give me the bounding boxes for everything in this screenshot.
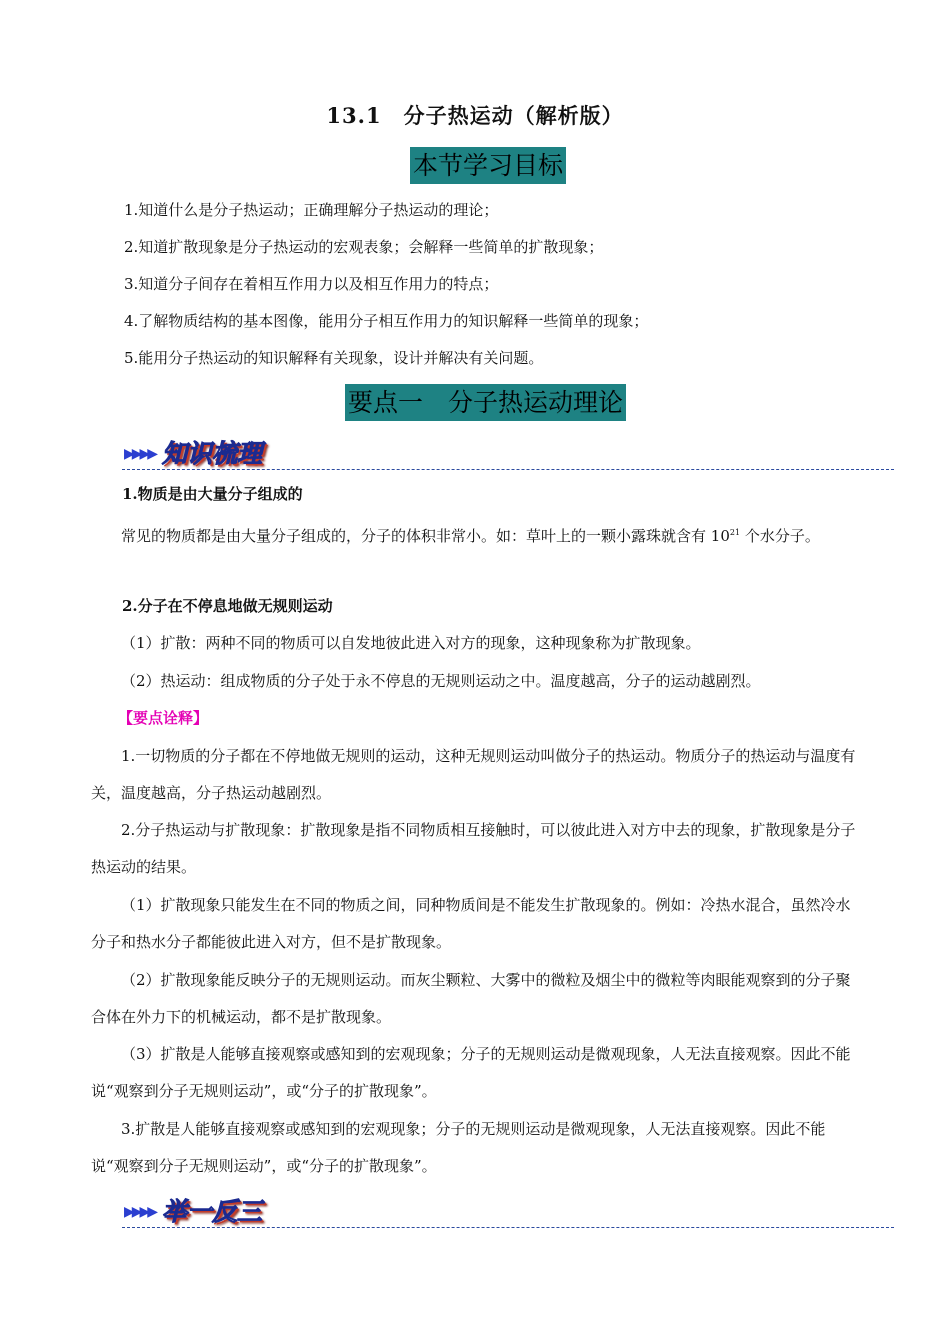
dashed-divider [122,469,894,470]
triple-arrow-icon: ▶▶▶▶ [124,1204,156,1220]
paragraph [91,514,861,555]
ribbon-label: 举一反三 [162,1197,263,1226]
dashed-divider [122,1227,894,1228]
goal-item: 1.知道什么是分子热运动；正确理解分子热运动的理论； [124,201,499,219]
learning-goals-list [124,200,864,385]
paragraph: 3.扩散是人能够直接观察或感知到的宏观现象；分子的无规则运动是微观现象，人无法直接观察。因此不能说“观察到分子无规则运动”，或“分子的扩散现象”。 [91,1120,826,1175]
paragraph: （2）扩散现象能反映分子的无规则运动。而灰尘颗粒、大雾中的微粒及烟尘中的微粒等肉眼能观察到的分子聚合体在外力下的机械运动，都不是扩散现象。 [91,971,851,1026]
paragraph-text: 常见的物质都是由大量分子组成的，分子的体积非常小。如：草叶上的一颗小露珠就含有 10 [121,527,730,545]
triple-arrow-icon: ▶▶▶▶ [124,446,156,462]
goals-banner: 本节学习目标 [410,147,566,184]
paragraph: （2）热运动：组成物质的分子处于永不停息的无规则运动之中。温度越高，分子的运动越剧烈。 [121,672,761,690]
knowledge-review-ribbon [122,434,894,470]
heading-2: 2.分子在不停息地做无规则运动 [122,597,333,615]
goal-item: 3.知道分子间存在着相互作用力以及相互作用力的特点； [124,275,499,293]
paragraph: 1.一切物质的分子都在不停地做无规则的运动，这种无规则运动叫做分子的热运动。物质分子的热运动与温度有关，温度越高，分子热运动越剧烈。 [91,747,856,802]
goal-item: 2.知道扩散现象是分子热运动的宏观表象；会解释一些简单的扩散现象； [124,238,604,256]
goal-item: 4.了解物质结构的基本图像，能用分子相互作用力的知识解释一些简单的现象； [124,312,649,330]
paragraph: （3）扩散是人能够直接观察或感知到的宏观现象；分子的无规则运动是微观现象，人无法直接观察。因此不能说“观察到分子无规则运动”，或“分子的扩散现象”。 [91,1045,851,1100]
paragraph: （1）扩散：两种不同的物质可以自发地彼此进入对方的现象，这种现象称为扩散现象。 [121,634,701,652]
paragraph: （1）扩散现象只能发生在不同的物质之间，同种物质间是不能发生扩散现象的。例如：冷热水混合，虽然冷水分子和热水分子都能彼此进入对方，但不是扩散现象。 [91,896,851,951]
exponent: 21 [729,528,741,537]
ribbon-label: 知识梳理 [162,439,263,468]
examples-ribbon [122,1192,894,1228]
page-title: 13.1 分子热运动（解析版） [326,103,624,128]
note-label: 【要点诠释】 [118,709,209,727]
paragraph-text: 个水分子。 [740,527,820,545]
heading-1: 1.物质是由大量分子组成的 [122,485,303,503]
section-banner: 要点一 分子热运动理论 [345,384,626,421]
goal-item: 5.能用分子热运动的知识解释有关现象，设计并解决有关问题。 [124,349,544,367]
paragraph: 2.分子热运动与扩散现象：扩散现象是指不同物质相互接触时，可以彼此进入对方中去的现象，扩散现象是分子热运动的结果。 [91,821,856,876]
